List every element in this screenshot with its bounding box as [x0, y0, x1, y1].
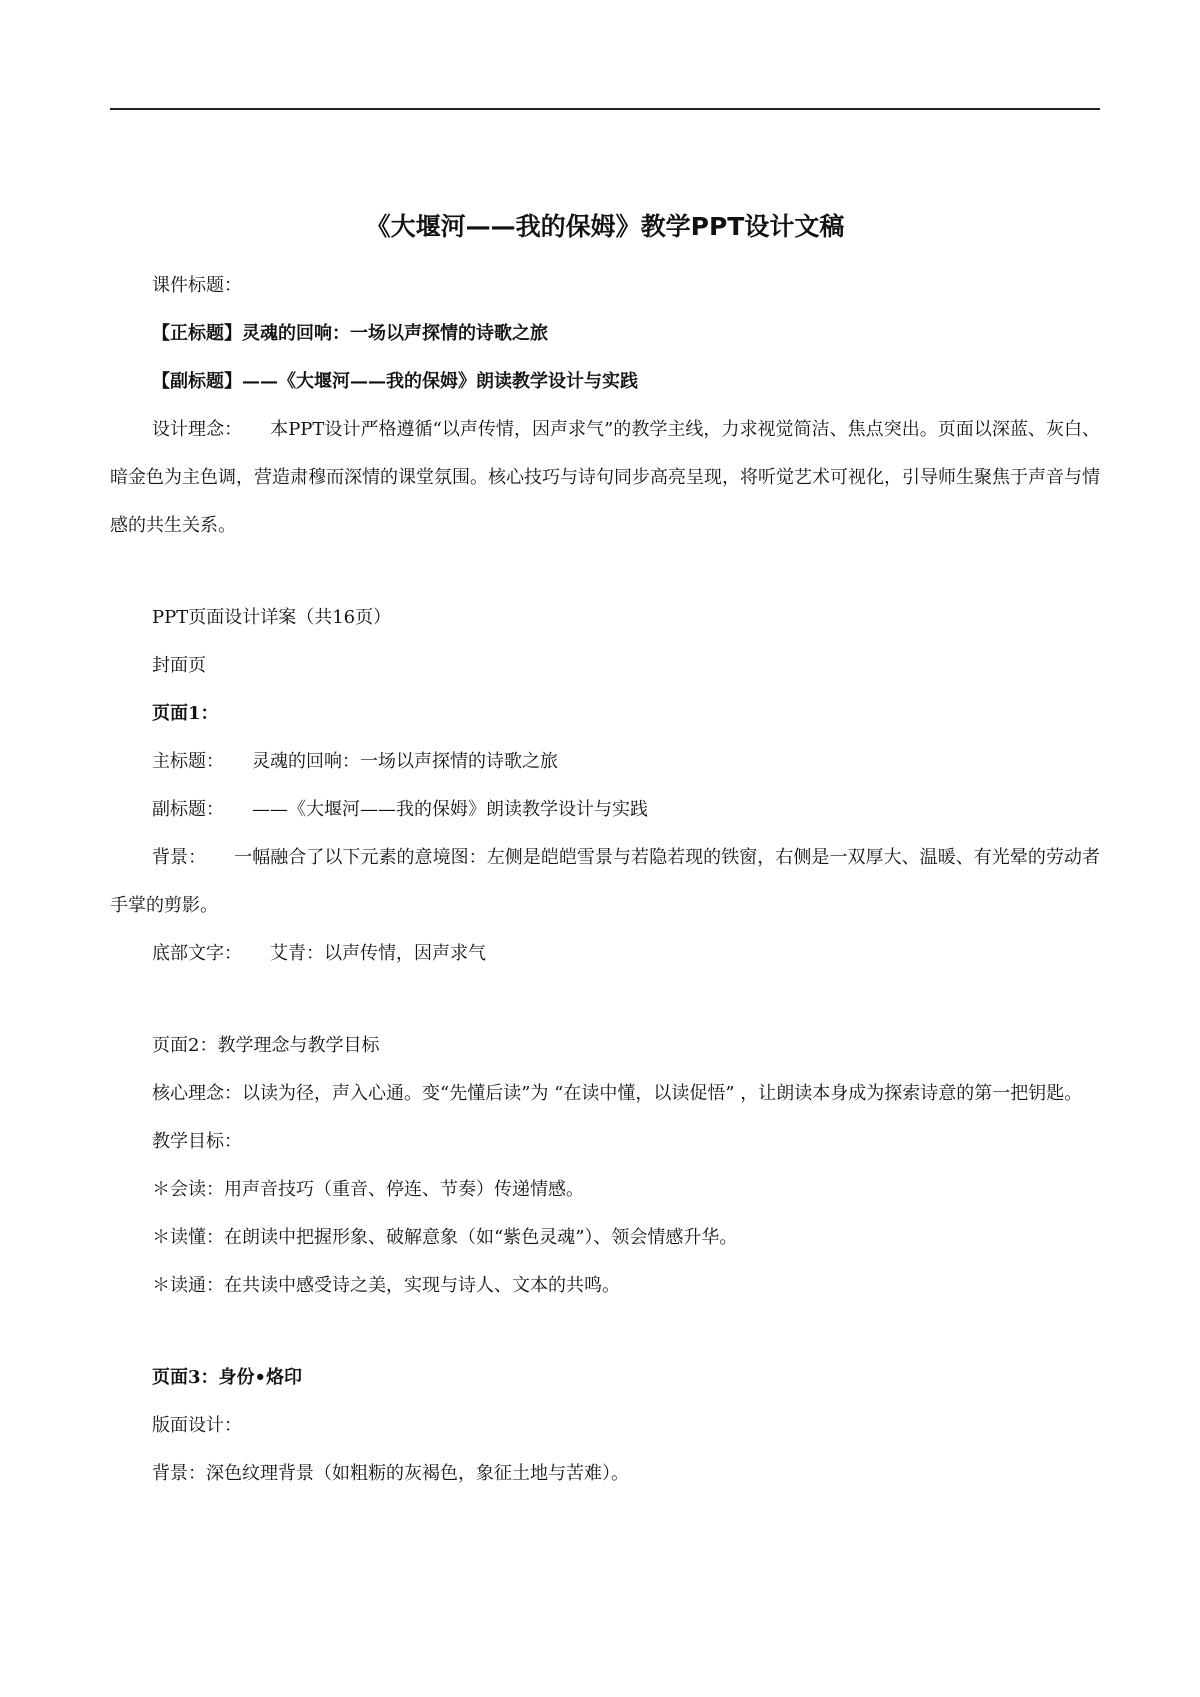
- page2-goals-label: 教学目标：: [152, 1131, 242, 1152]
- page1-bottom-value: 艾青：以声传情，因声求气: [270, 943, 486, 964]
- design-concept-text: 本PPT设计严格遵循“以声传情，因声求气”的教学主线，力求视觉简洁、焦点突出。页面以深蓝、灰白、暗金色为主色调，营造肃穆而深情的课堂氛围。核心技巧与诗句同步高亮呈现，将听觉艺术可视化，引导师生聚焦于声音与情感的共生关系。: [110, 419, 1100, 536]
- page1-sub-title-label: 副标题：: [152, 799, 224, 820]
- details-heading: PPT页面设计详案（共16页）: [152, 607, 392, 628]
- document-title: 《大堰河——我的保姆》教学PPT设计文稿: [365, 212, 845, 241]
- page1-sub-title: [110, 786, 1100, 834]
- page3-layout-label: 版面设计：: [152, 1415, 242, 1436]
- design-concept-paragraph: [110, 406, 1100, 550]
- page1-background: [110, 834, 1100, 930]
- page1-main-title-value: 灵魂的回响：一场以声探情的诗歌之旅: [252, 751, 558, 772]
- page3-heading: 页面3：身份•烙印: [152, 1367, 303, 1388]
- page2-goal-item: ＊读懂：在朗读中把握形象、破解意象（如“紫色灵魂”）、领会情感升华。: [152, 1227, 738, 1248]
- page1-main-title: [110, 738, 1100, 786]
- page2-heading: 页面2：教学理念与教学目标: [152, 1035, 380, 1056]
- page1-main-title-label: 主标题：: [152, 751, 224, 772]
- page1-sub-title-value: ——《大堰河——我的保姆》朗读教学设计与实践: [252, 799, 648, 820]
- main-title-line: 【正标题】灵魂的回响：一场以声探情的诗歌之旅: [152, 323, 548, 344]
- spacer: [110, 550, 1100, 594]
- design-concept-label: 设计理念：: [152, 419, 243, 440]
- page1-bottom-label: 底部文字：: [152, 943, 242, 964]
- cover-label: 封面页: [152, 655, 206, 676]
- spacer: [110, 1310, 1100, 1354]
- page2-goal-item: ＊读通：在共读中感受诗之美，实现与诗人、文本的共鸣。: [152, 1275, 620, 1296]
- page2-goal-item: ＊会读：用声音技巧（重音、停连、节奏）传递情感。: [152, 1179, 584, 1200]
- page2-core-concept: 核心理念：以读为径，声入心通。变“先懂后读”为 “在读中懂，以读促悟” ，让朗读本身成为探索诗意的第一把钥匙。: [152, 1083, 1083, 1104]
- spacer: [110, 978, 1100, 1022]
- page1-background-value: 一幅融合了以下元素的意境图：左侧是皑皑雪景与若隐若现的铁窗，右侧是一双厚大、温暖、有光晕的劳动者手掌的剪影。: [110, 847, 1101, 916]
- courseware-title-label: 课件标题：: [152, 275, 242, 296]
- page3-background-text: 背景：深色纹理背景（如粗粝的灰褐色，象征土地与苦难）。: [152, 1463, 629, 1484]
- page1-background-label: 背景：: [152, 847, 207, 868]
- page1-heading: 页面1：: [152, 703, 219, 724]
- page1-bottom-text: [110, 930, 1100, 978]
- header-rule: [110, 108, 1100, 110]
- document-body: [110, 205, 1100, 1498]
- sub-title-line: 【副标题】——《大堰河——我的保姆》朗读教学设计与实践: [152, 371, 638, 392]
